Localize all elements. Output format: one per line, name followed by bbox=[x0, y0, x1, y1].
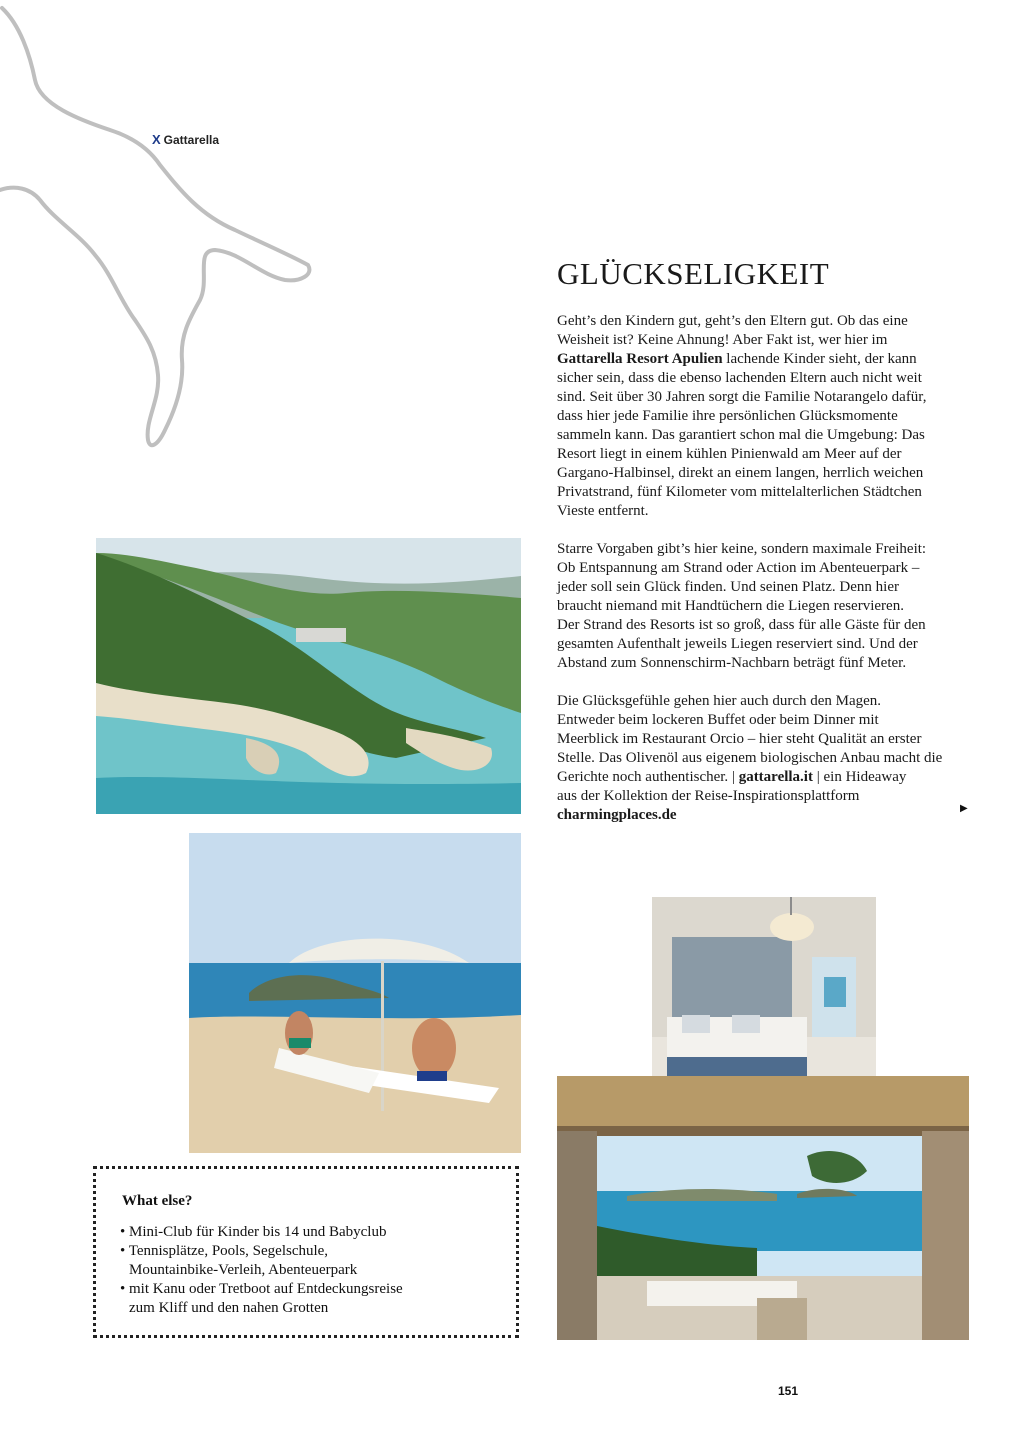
text-line bbox=[557, 350, 957, 369]
text-line: aus der Kollektion der Reise-Inspirationsplattform bbox=[557, 788, 860, 804]
map-label-gattarella bbox=[152, 132, 219, 147]
what-else-list bbox=[120, 1223, 403, 1318]
paragraph-1 bbox=[557, 312, 957, 521]
text-line: Stelle. Das Olivenöl aus eigenem biologischen Anbau macht die bbox=[557, 750, 943, 766]
resort-name: Gattarella Resort Apulien bbox=[557, 351, 723, 367]
text-line: Resort liegt in einem kühlen Pinienwald am Meer auf der bbox=[557, 446, 902, 462]
text-line: jeder soll sein Glück finden. Und seinen Platz. Denn hier bbox=[557, 579, 899, 595]
what-else-title: What else? bbox=[122, 1193, 193, 1209]
text-fragment: lachende Kinder sieht, der kann bbox=[722, 351, 917, 367]
text-line: Weisheit ist? Keine Ahnung! Aber Fakt ist, wer hier im bbox=[557, 332, 888, 348]
list-item: Mountainbike-Verleih, Abenteuerpark bbox=[129, 1262, 358, 1278]
list-item: • Tennisplätze, Pools, Segelschule, bbox=[120, 1243, 329, 1259]
text-line: Ob Entspannung am Strand oder Action im Abenteuerpark – bbox=[557, 560, 920, 576]
text-line: gesamten Aufenthalt jeweils Liegen reserviert sind. Und der bbox=[557, 636, 918, 652]
coastline bbox=[0, 8, 309, 445]
link-charmingplaces[interactable]: charmingplaces.de bbox=[557, 807, 677, 823]
text-line: Geht’s den Kindern gut, geht’s den Eltern gut. Ob das eine bbox=[557, 313, 908, 329]
paragraph-2 bbox=[557, 540, 957, 673]
text-line: Meerblick im Restaurant Orcio – hier steht Qualität an erster bbox=[557, 731, 922, 747]
text-fragment: | ein Hideaway bbox=[812, 769, 907, 785]
text-line: Starre Vorgaben gibt’s hier keine, sondern maximale Freiheit: bbox=[557, 541, 927, 557]
text-line: Entweder beim lockeren Buffet oder beim Dinner mit bbox=[557, 712, 879, 728]
link-gattarella[interactable]: gattarella.it bbox=[738, 769, 813, 785]
text-line: braucht niemand mit Handtüchern die Liegen reservieren. bbox=[557, 598, 904, 614]
text-line: Vieste entfernt. bbox=[557, 503, 649, 519]
text-line: dass hier jede Familie ihre persönlichen Glücksmomente bbox=[557, 408, 898, 424]
photo-terrace-seaview bbox=[557, 1076, 969, 1340]
text-line: sind. Seit über 30 Jahren sorgt die Familie Notarangelo dafür, bbox=[557, 389, 927, 405]
continue-arrow-icon: ▶ bbox=[960, 803, 968, 814]
text-line: Gargano-Halbinsel, direkt an einem langen, herrlich weichen bbox=[557, 465, 924, 481]
text-line: Abstand zum Sonnenschirm-Nachbarn beträgt fünf Meter. bbox=[557, 655, 907, 671]
text-line: Der Strand des Resorts ist so groß, dass für alle Gäste für den bbox=[557, 617, 926, 633]
italy-map bbox=[0, 0, 330, 470]
text-line: Die Glücksgefühle gehen hier auch durch den Magen. bbox=[557, 693, 882, 709]
text-line bbox=[557, 806, 957, 825]
paragraph-3 bbox=[557, 692, 957, 825]
text-line: sammeln kann. Das garantiert schon mal die Umgebung: Das bbox=[557, 427, 925, 443]
map-label-text: Gattarella bbox=[163, 133, 220, 147]
photo-beach-couple bbox=[189, 833, 521, 1153]
text-line bbox=[557, 768, 957, 787]
list-item: • Mini-Club für Kinder bis 14 und Babyclub bbox=[120, 1224, 387, 1240]
text-line: sicher sein, dass die ebenso lachenden Eltern auch nicht weit bbox=[557, 370, 922, 386]
map-marker: X bbox=[152, 132, 161, 147]
text-line: Privatstrand, fünf Kilometer vom mittelalterlichen Städtchen bbox=[557, 484, 922, 500]
photo-aerial-coast bbox=[96, 538, 521, 814]
list-item: zum Kliff und den nahen Grotten bbox=[129, 1300, 329, 1316]
headline: GLÜCKSELIGKEIT bbox=[557, 256, 830, 291]
article-body bbox=[557, 312, 957, 844]
page-number: 151 bbox=[778, 1384, 799, 1398]
list-item: • mit Kanu oder Tretboot auf Entdeckungsreise bbox=[120, 1281, 403, 1297]
text-fragment: Gerichte noch authentischer. | bbox=[557, 769, 739, 785]
